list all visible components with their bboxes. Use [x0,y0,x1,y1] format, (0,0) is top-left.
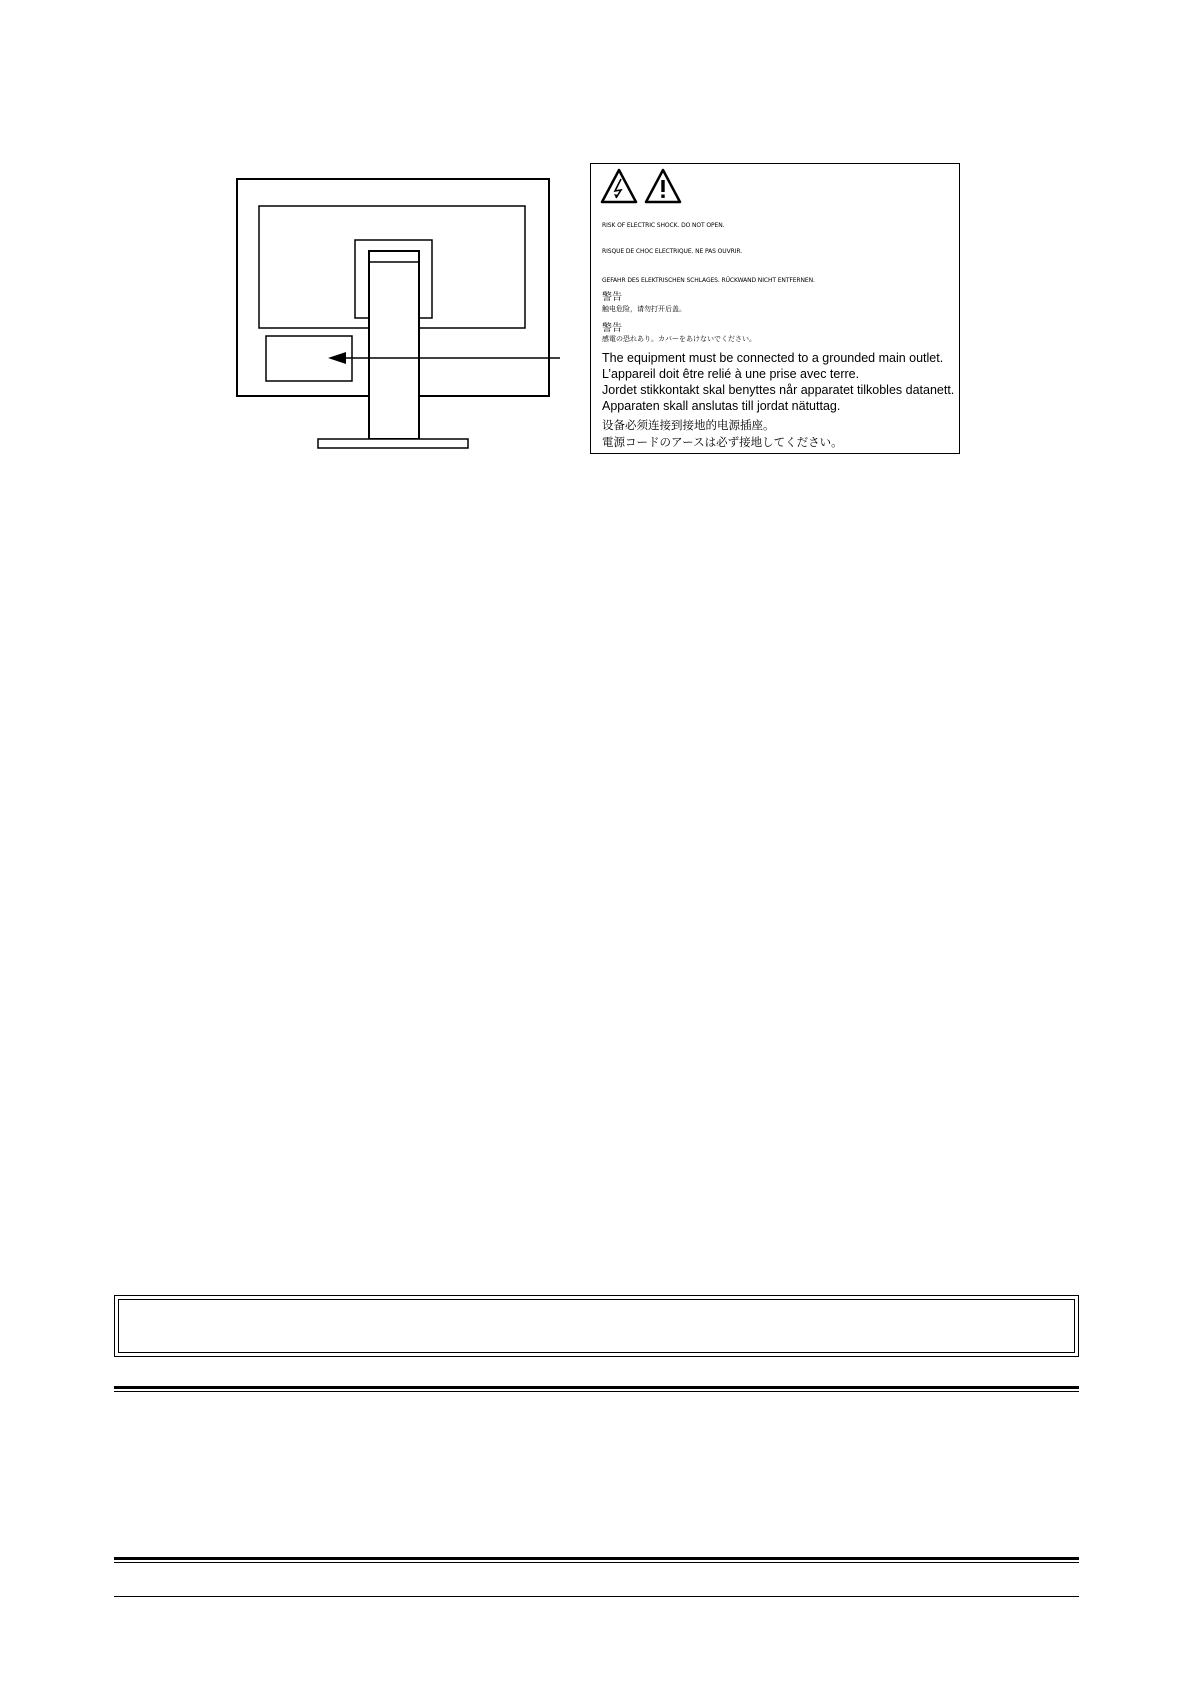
ground-text-zh: 设备必须连接到接地的电源插座。 [602,418,775,432]
stand-column [369,251,419,439]
note-box [114,1295,1079,1357]
section-rule-top [114,1386,1079,1389]
section-rule-bottom [114,1557,1079,1560]
ground-text-en: The equipment must be connected to a grounded main outlet. [602,351,944,365]
ground-text-ja: 電源コードのアースは必ず接地してください。 [602,435,843,449]
label-text-de-small: GEFAHR DES ELEKTRISCHEN SCHLAGES. RÜCKWAND NICHT ENTFERNEN. [602,277,815,284]
footer-rule [114,1596,1079,1597]
electric-shock-warning-icon [600,168,638,204]
warning-icons [600,168,682,204]
monitor-rear-diagram [0,0,560,460]
warning-label-panel [590,163,960,454]
section-rule-top-thin [114,1391,1079,1392]
ground-text-fr: L’appareil doit être relié à une prise avec terre. [602,367,860,381]
label-ja-warning-text: 感電の恐れあり。カバーをあけないでください。 [602,335,756,343]
ground-text-sv: Apparaten skall anslutas till jordat nätuttag. [602,399,841,413]
label-text-fr-small: RISQUE DE CHOC ELECTRIQUE. NE PAS OUVRIR. [602,248,742,255]
section-rule-bottom-thin [114,1562,1079,1563]
caution-warning-icon [644,168,682,204]
label-ja-warning-head: 警告 [602,323,622,334]
ground-text-no: Jordet stikkontakt skal benyttes når apparatet tilkobles datanett. [602,383,955,397]
label-zh-warning-text: 触电危险，请勿打开后盖。 [602,305,686,313]
label-text-en-small: RISK OF ELECTRIC SHOCK. DO NOT OPEN. [602,222,725,229]
label-zh-warning-head: 警告 [602,292,622,303]
stand-base [318,439,468,448]
